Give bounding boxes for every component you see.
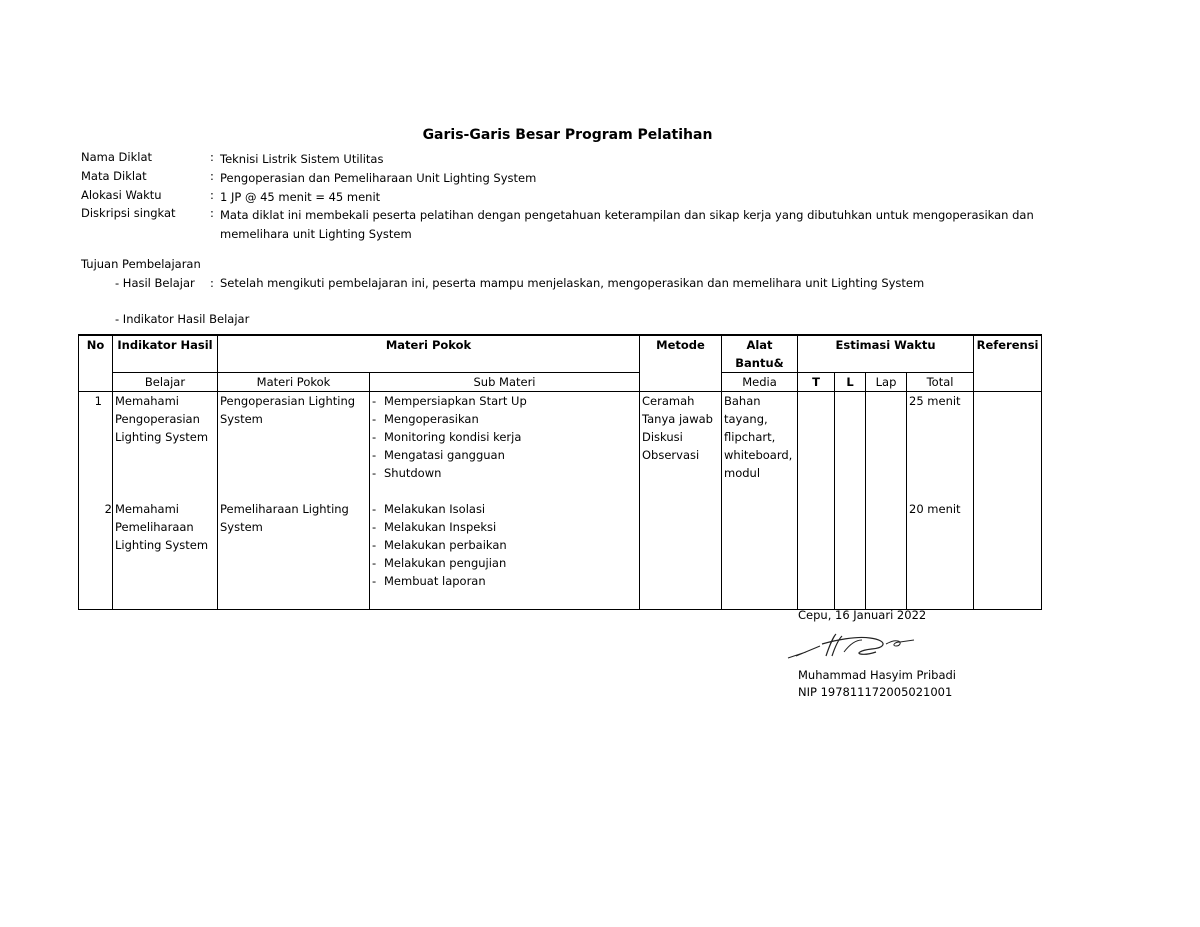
header-lap: Lap bbox=[866, 373, 907, 392]
header-metode: Metode bbox=[640, 335, 722, 392]
cell-referensi bbox=[974, 392, 1042, 610]
cell-alat-bantu: Bahan tayang, flipchart, whiteboard, modul bbox=[722, 392, 798, 610]
header-referensi: Referensi bbox=[974, 335, 1042, 392]
list-item: - Melakukan perbaikan bbox=[372, 538, 507, 552]
page-title: Garis-Garis Besar Program Pelatihan bbox=[422, 127, 713, 143]
row-1-indikator: Memahami Pengoperasian Lighting System bbox=[115, 394, 209, 444]
row-2-indikator: Memahami Pemeliharaan Lighting System bbox=[115, 502, 209, 552]
cell-l bbox=[835, 392, 866, 610]
list-item: - Mengatasi gangguan bbox=[372, 448, 505, 462]
meta-colon: : bbox=[210, 150, 214, 164]
row-2-sub-materi-list bbox=[372, 500, 637, 590]
row-2-materi-pokok: Pemeliharaan Lighting System bbox=[220, 502, 349, 534]
cell-total bbox=[907, 392, 974, 610]
meta-mata-diklat-label: Mata Diklat bbox=[81, 169, 147, 183]
meta-nama-diklat-label: Nama Diklat bbox=[81, 150, 153, 164]
list-item: - Melakukan Isolasi bbox=[372, 502, 486, 516]
indikator-hasil-belajar-label: - Indikator Hasil Belajar bbox=[115, 312, 250, 326]
hasil-belajar-label: - Hasil Belajar bbox=[115, 276, 195, 290]
header-media: Media bbox=[722, 373, 798, 392]
meta-nama-diklat-value: Teknisi Listrik Sistem Utilitas bbox=[220, 152, 384, 166]
row-2-no: 2 bbox=[104, 502, 112, 516]
list-item: - Shutdown bbox=[372, 466, 442, 480]
signature-image bbox=[786, 626, 926, 667]
meta-alokasi-waktu-value: 1 JP @ 45 menit = 45 menit bbox=[220, 190, 381, 204]
header-belajar: Belajar bbox=[113, 373, 218, 392]
place-date: Cepu, 16 Januari 2022 bbox=[798, 608, 927, 622]
table-body-row bbox=[79, 392, 1042, 610]
list-item: - Melakukan Inspeksi bbox=[372, 520, 497, 534]
hasil-belajar-value: Setelah mengikuti pembelajaran ini, peserta mampu menjelaskan, mengoperasikan dan memelihara unit Lighting System bbox=[220, 276, 925, 290]
signer-nip: NIP 197811172005021001 bbox=[798, 685, 953, 699]
cell-materi-pokok bbox=[218, 392, 370, 610]
header-no: No bbox=[79, 335, 113, 392]
header-indikator: Indikator Hasil bbox=[113, 335, 218, 373]
row-1-materi-pokok: Pengoperasian Lighting System bbox=[220, 394, 356, 426]
header-t: T bbox=[798, 373, 835, 392]
signer-name: Muhammad Hasyim Pribadi bbox=[798, 668, 956, 682]
cell-sub-materi bbox=[370, 392, 640, 610]
gbpp-table bbox=[78, 334, 1042, 610]
list-item: - Membuat laporan bbox=[372, 574, 486, 588]
header-materi-pokok-group: Materi Pokok bbox=[218, 335, 640, 373]
meta-colon: : bbox=[210, 206, 214, 220]
header-alat-bantu: Alat Bantu& bbox=[722, 335, 798, 373]
meta-colon: : bbox=[210, 188, 214, 202]
header-materi-pokok: Materi Pokok bbox=[218, 373, 370, 392]
cell-t bbox=[798, 392, 835, 610]
cell-lap bbox=[866, 392, 907, 610]
row-1-sub-materi-list bbox=[372, 392, 637, 482]
header-l: L bbox=[835, 373, 866, 392]
hasil-belajar-colon: : bbox=[210, 276, 214, 290]
meta-diskripsi-value: Mata diklat ini membekali peserta pelatihan dengan pengetahuan keterampilan dan sikap kerja yang dibutuhkan untuk mengoperasikan dan memelihara unit Lighting System bbox=[220, 208, 1034, 241]
cell-indikator bbox=[113, 392, 218, 610]
list-item: - Mempersiapkan Start Up bbox=[372, 394, 527, 408]
header-sub-materi: Sub Materi bbox=[370, 373, 640, 392]
list-item: - Mengoperasikan bbox=[372, 412, 479, 426]
header-estimasi-waktu: Estimasi Waktu bbox=[798, 335, 974, 373]
cell-metode: Ceramah Tanya jawab Diskusi Observasi bbox=[640, 392, 722, 610]
list-item: - Melakukan pengujian bbox=[372, 556, 507, 570]
header-total: Total bbox=[907, 373, 974, 392]
meta-diskripsi-label: Diskripsi singkat bbox=[81, 206, 176, 220]
meta-mata-diklat-value: Pengoperasian dan Pemeliharaan Unit Lighting System bbox=[220, 171, 537, 185]
list-item: - Monitoring kondisi kerja bbox=[372, 430, 522, 444]
meta-alokasi-waktu-label: Alokasi Waktu bbox=[81, 188, 162, 202]
row-1-no: 1 bbox=[94, 394, 102, 408]
cell-no bbox=[79, 392, 113, 610]
row-1-total: 25 menit bbox=[909, 394, 961, 408]
row-2-total: 20 menit bbox=[909, 502, 961, 516]
tujuan-heading: Tujuan Pembelajaran bbox=[81, 257, 201, 271]
meta-colon: : bbox=[210, 169, 214, 183]
